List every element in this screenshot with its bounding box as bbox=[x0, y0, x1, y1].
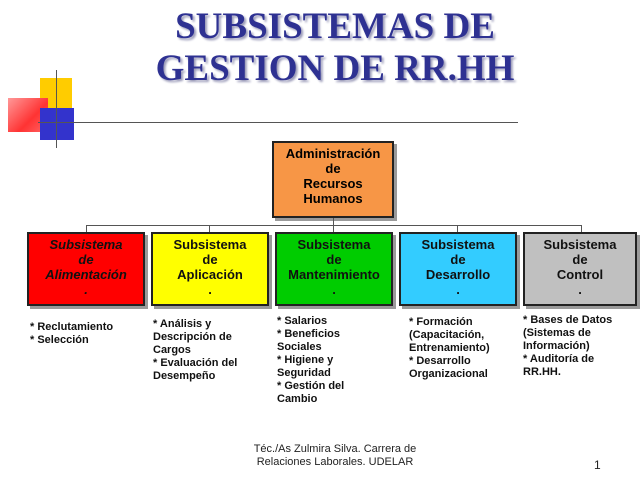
page-title bbox=[110, 6, 560, 90]
root-line: de bbox=[325, 161, 341, 176]
node-line: . bbox=[208, 282, 212, 297]
connector-drop bbox=[209, 225, 210, 232]
subsystem-mantenimiento bbox=[275, 232, 393, 306]
node-line: . bbox=[84, 282, 88, 297]
deco-blue-square bbox=[40, 108, 74, 140]
node-line: Subsistema bbox=[297, 237, 371, 252]
footer-line-1: Téc./As Zulmira Silva. Carrera de bbox=[253, 443, 417, 455]
node-line: Subsistema bbox=[173, 237, 247, 252]
node-line: Subsistema bbox=[49, 237, 123, 252]
list-desarrollo: * Formación (Capacitación, Entrenamiento) * Desarrollo Organizacional bbox=[409, 316, 490, 380]
title-line-1: SUBSISTEMAS DE bbox=[175, 6, 495, 47]
node-line: de bbox=[326, 252, 342, 267]
root-line: Administración bbox=[285, 146, 381, 161]
node-line: Subsistema bbox=[421, 237, 495, 252]
list-alimentacion: * Reclutamiento * Selección bbox=[30, 321, 114, 346]
subsystem-desarrollo bbox=[399, 232, 517, 306]
node-line: . bbox=[578, 282, 582, 297]
list-control: * Bases de Datos (Sistemas de Información) * Auditoría de RR.HH. bbox=[523, 314, 613, 378]
node-line: Subsistema bbox=[543, 237, 617, 252]
connector-drop bbox=[457, 225, 458, 232]
connector-drop bbox=[86, 225, 87, 232]
node-line: de bbox=[202, 252, 218, 267]
page-number: 1 bbox=[594, 458, 601, 472]
footer-credit bbox=[200, 443, 470, 469]
list-aplicacion: * Análisis y Descripción de Cargos * Evaluación del Desempeño bbox=[153, 318, 238, 382]
node-line: de bbox=[572, 252, 588, 267]
subsystem-alimentacion bbox=[27, 232, 145, 306]
node-line: de bbox=[78, 252, 94, 267]
subsystem-control bbox=[523, 232, 637, 306]
connector-root-down bbox=[333, 218, 334, 225]
subsystem-aplicacion bbox=[151, 232, 269, 306]
connector-drop bbox=[333, 225, 334, 232]
node-line: Mantenimiento bbox=[288, 267, 380, 282]
title-line-2: GESTION DE RR.HH bbox=[155, 48, 515, 89]
deco-vertical-line bbox=[56, 70, 57, 148]
connector-drop bbox=[581, 225, 582, 232]
node-line: Alimentación bbox=[45, 267, 127, 282]
root-node bbox=[272, 141, 394, 218]
node-line: Desarrollo bbox=[425, 267, 491, 282]
node-line: de bbox=[450, 252, 466, 267]
deco-horizontal-line bbox=[38, 122, 518, 123]
footer-line-2: Relaciones Laborales. UDELAR bbox=[256, 456, 414, 468]
list-mantenimiento: * Salarios * Beneficios Sociales * Higiene y Seguridad * Gestión del Cambio bbox=[277, 315, 345, 405]
node-line: . bbox=[456, 282, 460, 297]
root-line: Recursos bbox=[303, 176, 363, 191]
root-line: Humanos bbox=[303, 191, 363, 206]
node-line: Control bbox=[556, 267, 604, 282]
node-line: . bbox=[332, 282, 336, 297]
node-line: Aplicación bbox=[177, 267, 243, 282]
